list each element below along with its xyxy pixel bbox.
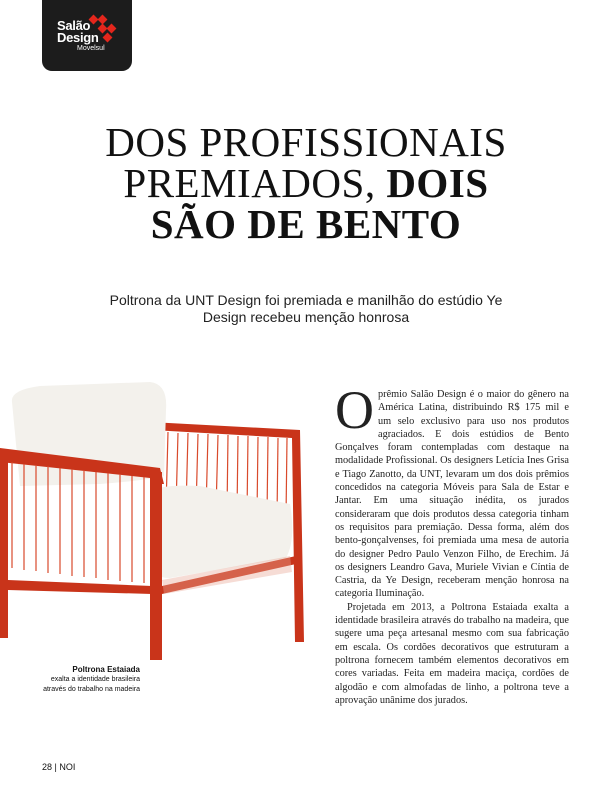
armchair-photo — [0, 380, 310, 670]
side-rail — [8, 580, 152, 594]
page-number: 28 — [42, 762, 53, 772]
headline-line-2-bold: DOIS — [386, 160, 489, 206]
caption-text: exalta a identidade brasileira através do trabalho na madeira — [43, 676, 140, 693]
front-left-leg — [150, 472, 162, 660]
article-body — [335, 380, 569, 707]
headline-line-2-regular: PREMIADOS, — [123, 160, 387, 206]
headline-line-2 — [60, 160, 552, 206]
page-folio — [42, 762, 75, 772]
logo-line-1: Salão — [57, 18, 91, 33]
logo-line-2: Design — [57, 30, 99, 45]
logo-line-3: Movelsul — [77, 45, 105, 52]
drop-cap: O — [335, 380, 374, 440]
salao-design-logo — [42, 0, 132, 71]
caption-title: Poltrona Estaiada — [72, 665, 140, 674]
headline — [60, 119, 552, 247]
article-paragraph-1-text: prêmio Salão Design é o maior do gênero na América Latina, distribuindo R$ 175 mil e um selo exclusivo para uso nos produtos agraciados. E dois estúdios de Bento Gonçalves foram contempladas com destaque na modalidade Profissional. Os designers Letícia Ines Grisa e Tiago Zanotto, da UNT, levaram um dos dois prêmios concedidos na categoria Móveis para Sala de Estar e Jantar. Em uma situação inédita, os jurados consideraram que dois produtos dessa categoria tinham os requisitos para premiação. Dessa forma, além dos bento-gonçalvenses, foi premiada uma mesa de autoria do designer Pedro Paulo Venzon Filho, de Erechim. Já os designers Leandro Gava, Muriele Vivian e Cíntia de Castria, da Ye Design, receberam menção honrosa na categoria Iluminação. — [335, 389, 569, 600]
photo-caption — [42, 665, 140, 695]
logo-diamond-icon — [86, 12, 118, 46]
article-paragraph-2: Projetada em 2013, a Poltrona Estaiada exalta a identidade brasileira através do trabalho na madeira, que sugere uma peça artesanal mesmo com sua fabricação em escala. Os cordões decorativos que estruturam a poltrona fornecem também elementos decorativos em cores variadas. Feita em madeira maciça, cordões de algodão e com almofadas de linho, a poltrona teve a aprovação unânime dos jurados. — [335, 601, 569, 706]
back-left-leg — [0, 458, 8, 638]
magazine-name: NOI — [59, 762, 76, 772]
standfirst: Poltrona da UNT Design foi premiada e manilhão do estúdio Ye Design recebeu menção honrosa — [109, 292, 503, 325]
folio-separator: | — [54, 762, 57, 772]
headline-line-1: DOS PROFISSIONAIS — [105, 119, 507, 165]
article-paragraph-1 — [335, 380, 569, 601]
headline-line-3: SÃO DE BENTO — [150, 201, 462, 247]
